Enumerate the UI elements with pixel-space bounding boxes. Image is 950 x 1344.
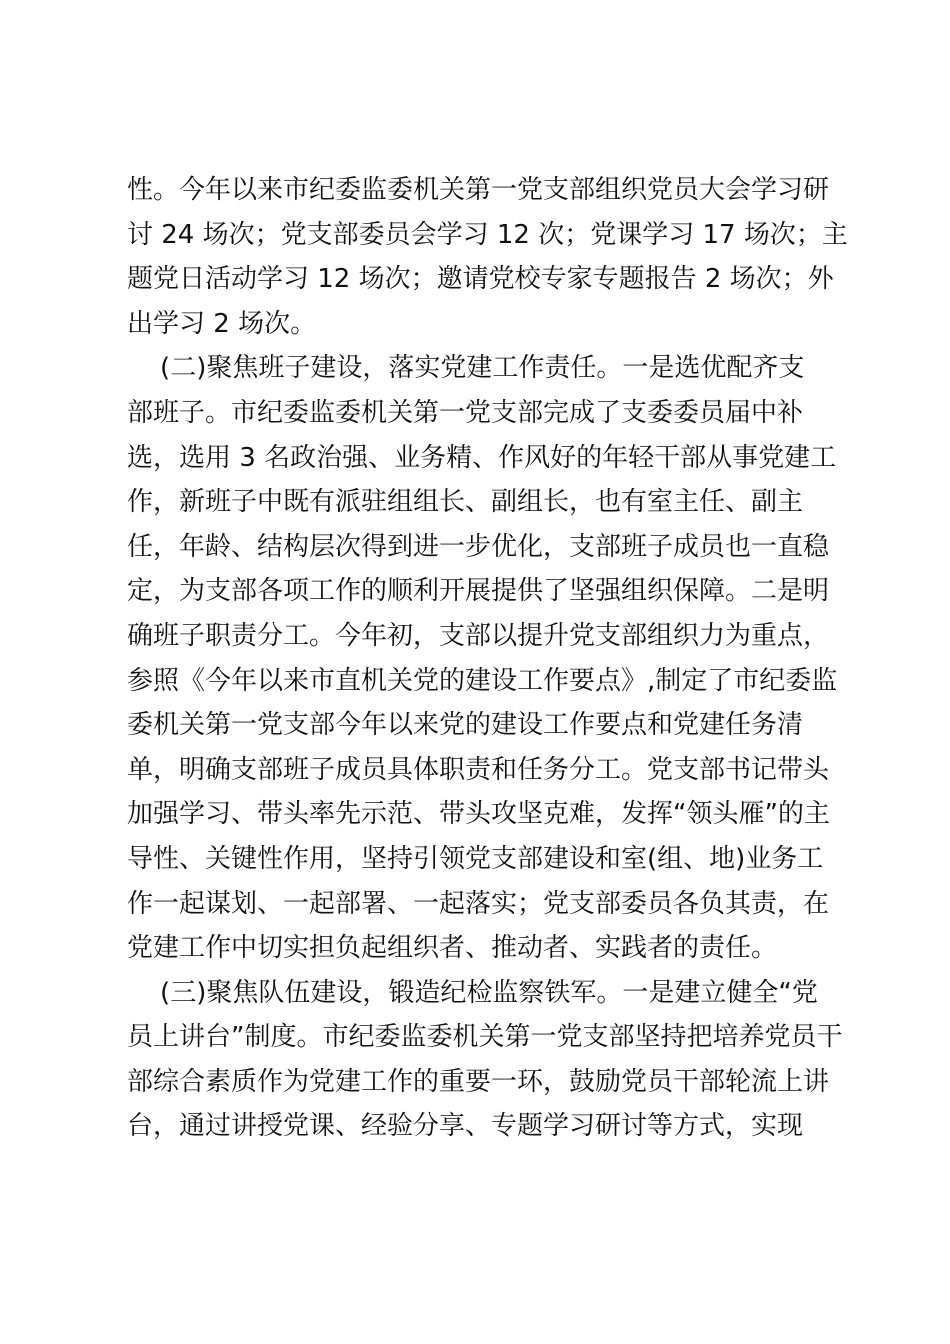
text-line: 定，为支部各项工作的顺利开展提供了坚强组织保障。二是明: [127, 576, 830, 607]
text-line: 导性、关键性作用，坚持引领党支部建设和室(组、地)业务工: [127, 843, 824, 874]
text-line: 加强学习、带头率先示范、带头攻坚克难，发挥“领头雁”的主: [127, 799, 830, 830]
text-line: 台，通过讲授党课、经验分享、专题学习研讨等方式，实现: [127, 1111, 804, 1142]
text-line: 任，年龄、结构层次得到进一步优化，支部班子成员也一直稳: [127, 531, 830, 562]
text-line: 作，新班子中既有派驻组组长、副组长，也有室主任、副主: [127, 487, 804, 518]
text-line: 确班子职责分工。今年初，支部以提升党支部组织力为重点，: [127, 620, 830, 651]
text-line: 部综合素质作为党建工作的重要一环，鼓励党员干部轮流上讲: [127, 1066, 830, 1097]
text-line: 党建工作中切实担负起组织者、推动者、实践者的责任。: [127, 933, 778, 964]
text-line: 作一起谋划、一起部署、一起落实；党支部委员各负其责，在: [127, 888, 830, 919]
paragraph-2-first-line: (二)聚焦班子建设，落实党建工作责任。一是选优配齐支: [127, 353, 805, 384]
text-line: 题党日活动学习 12 场次；邀请党校专家专题报告 2 场次；外: [127, 264, 834, 295]
text-line: 性。今年以来市纪委监委机关第一党支部组织党员大会学习研: [127, 175, 830, 205]
text-line: 委机关第一党支部今年以来党的建设工作要点和党建任务清: [127, 710, 804, 741]
text-line: 出学习 2 场次。: [127, 308, 317, 339]
text-line: 选，选用 3 名政治强、业务精、作风好的年轻干部从事党建工: [127, 442, 837, 473]
text-line: 员上讲台”制度。市纪委监委机关第一党支部坚持把培养党员干: [127, 1022, 843, 1053]
body-text: [127, 168, 848, 1149]
text-line: 讨 24 场次；党支部委员会学习 12 次；党课学习 17 场次；主: [127, 219, 848, 250]
paragraph-3-first-line: (三)聚焦队伍建设，锻造纪检监察铁军。一是建立健全“党: [127, 977, 818, 1008]
text-line: 参照《今年以来市直机关党的建设工作要点》,制定了市纪委监: [127, 665, 838, 696]
text-line: 单，明确支部班子成员具体职责和任务分工。党支部书记带头: [127, 754, 830, 785]
text-line: 部班子。市纪委监委机关第一党支部完成了支委委员届中补: [127, 397, 804, 428]
